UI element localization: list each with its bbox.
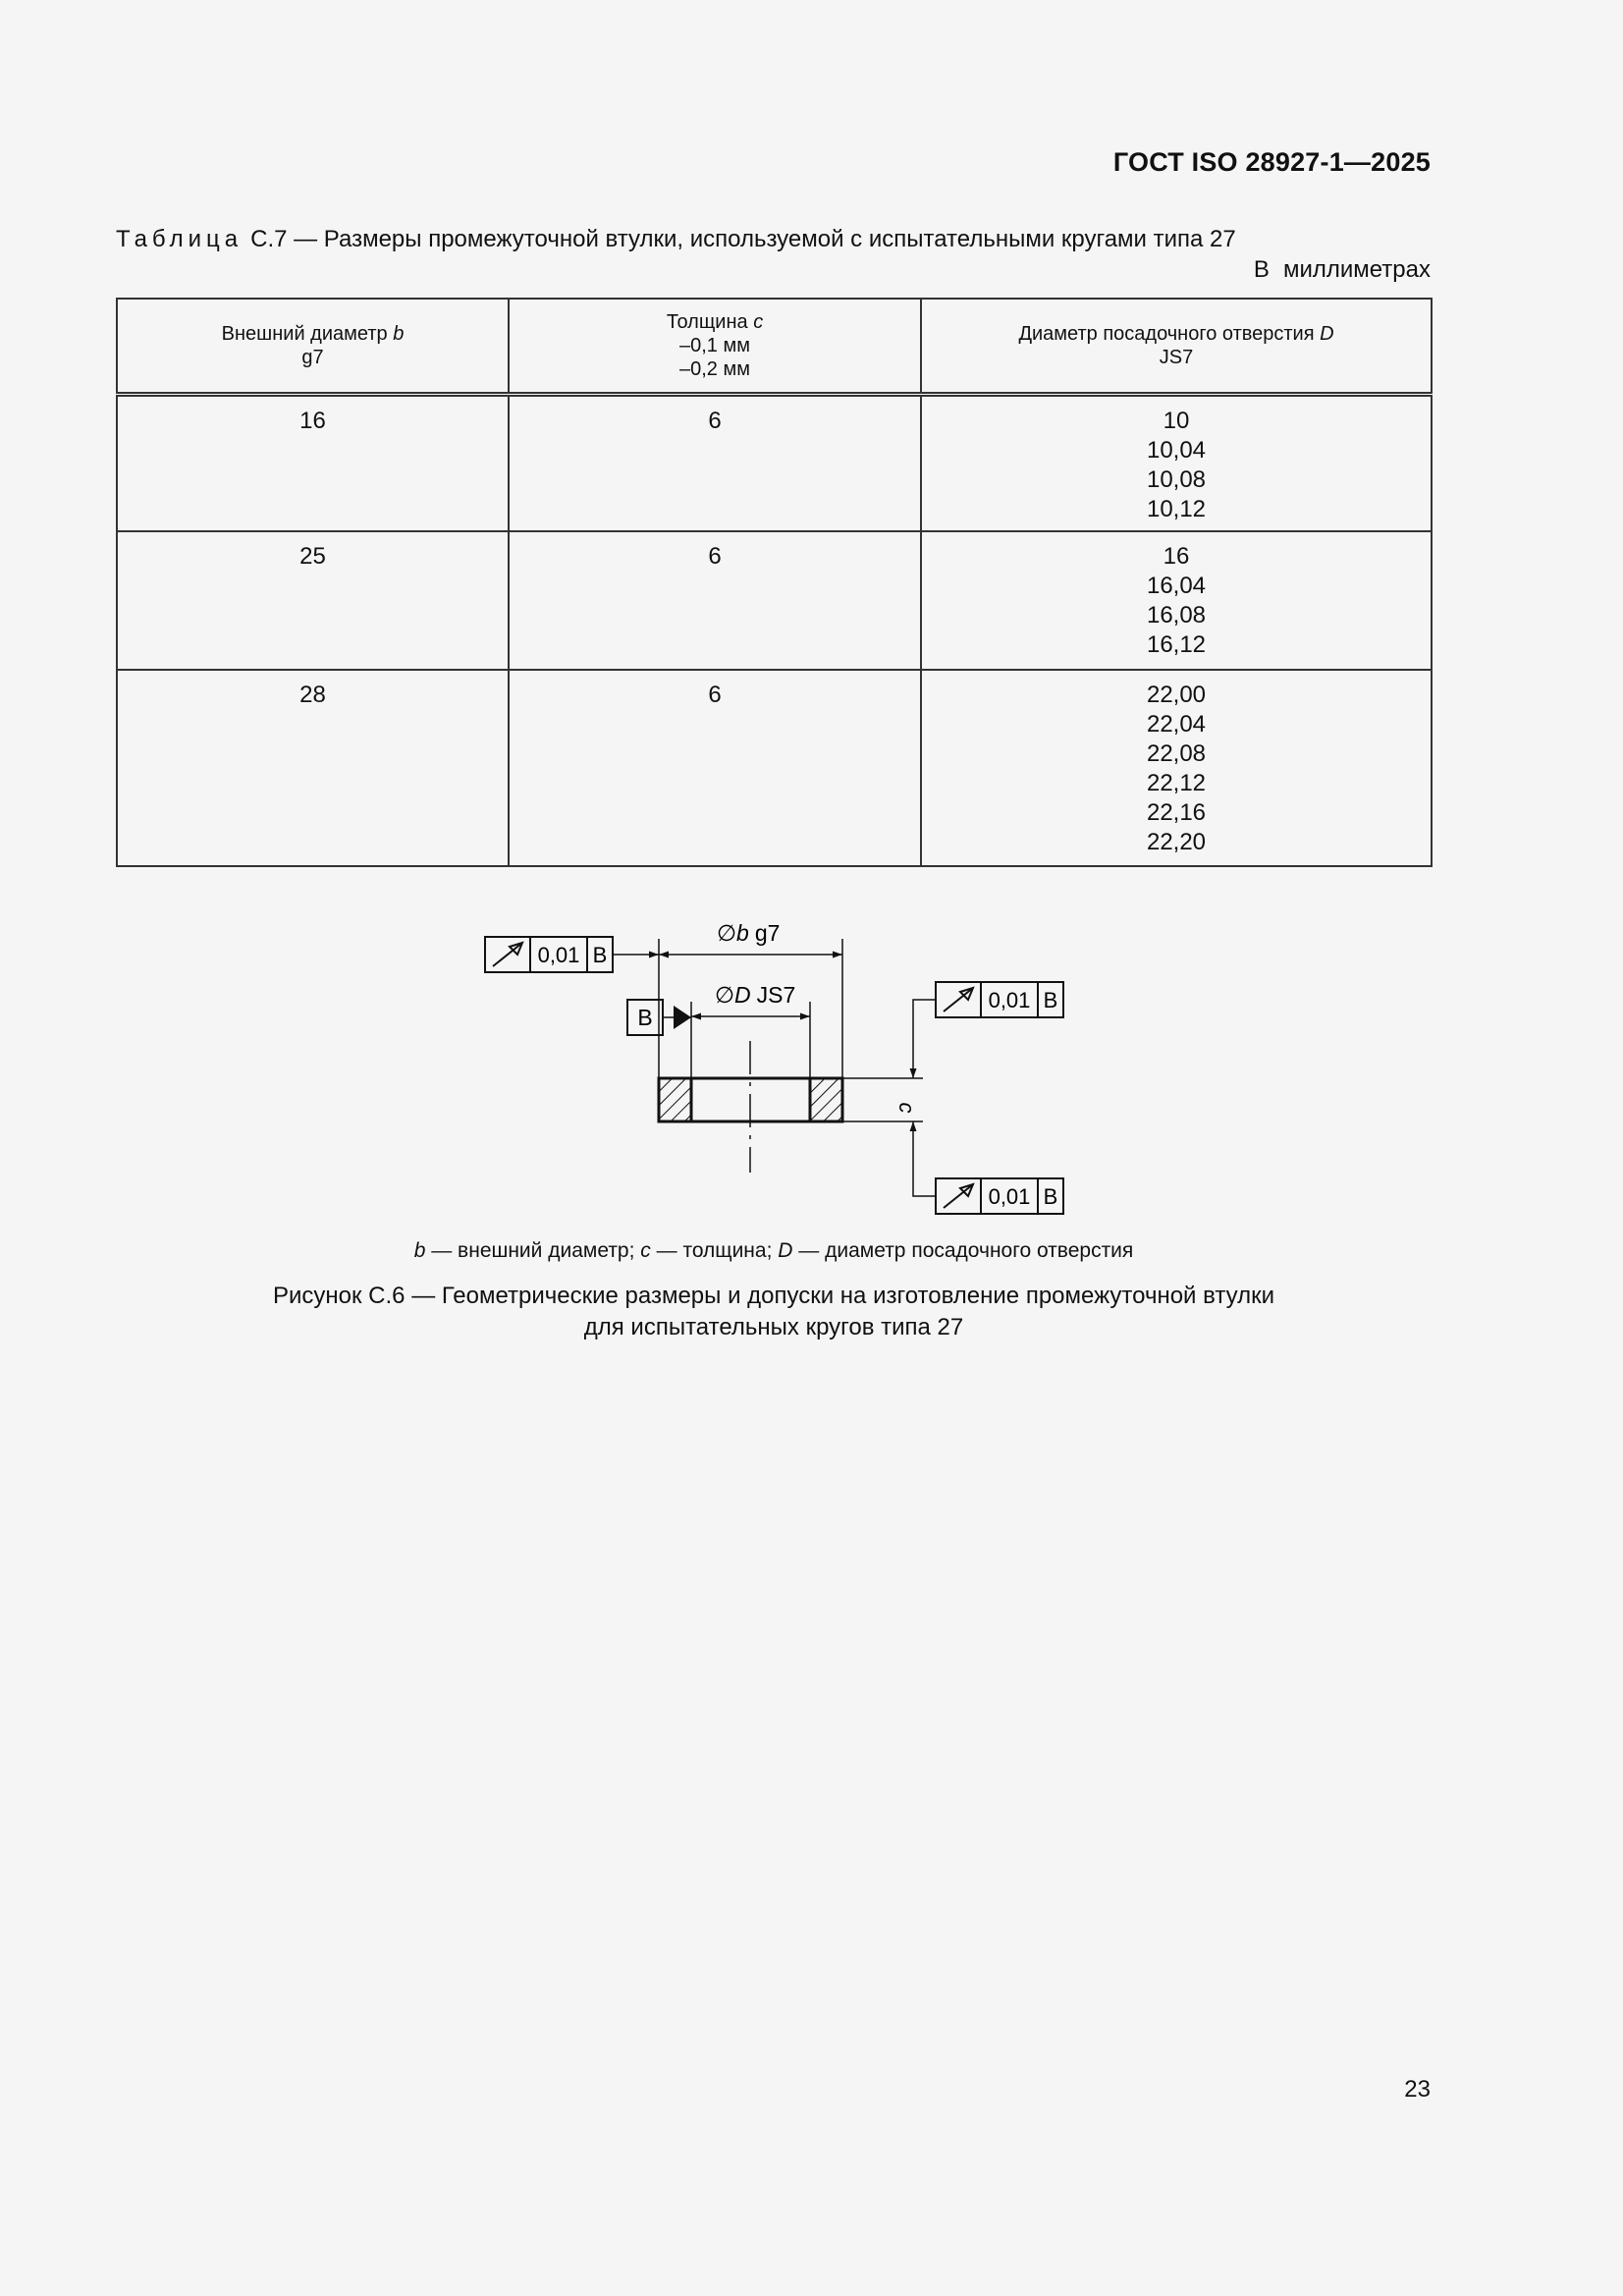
extension-lines xyxy=(659,939,923,1121)
svg-text:B: B xyxy=(1043,988,1058,1012)
dimension-label-b: ∅b g7 xyxy=(717,920,781,946)
table-label: Таблица xyxy=(116,226,243,252)
figure-legend: b — внешний диаметр; c — толщина; D — диаметр посадочного отверстия xyxy=(413,1239,1134,1262)
cell-thickness: 6 xyxy=(509,670,921,866)
cell-outer-diameter: 16 xyxy=(117,395,509,532)
tolerance-frame-outer xyxy=(485,937,659,972)
svg-text:B: B xyxy=(1043,1184,1058,1209)
cell-thickness: 6 xyxy=(509,395,921,532)
figure-title: Рисунок С.6 — Геометрические размеры и допуски на изготовление промежуточной втулки для испытательных кругов типа 27 xyxy=(273,1283,1274,1340)
hatched-wall-right xyxy=(810,1078,842,1121)
units-text: миллиметрах xyxy=(1282,256,1431,283)
table-caption-text: С.7 — Размеры промежуточной втулки, используемой с испытательными кругами типа 27 xyxy=(250,226,1236,252)
cell-outer-diameter: 25 xyxy=(117,531,509,670)
page-number: 23 xyxy=(1404,2076,1431,2103)
svg-text:0,01: 0,01 xyxy=(988,988,1031,1012)
document-code: ГОСТ ISO 28927-1—2025 xyxy=(1112,147,1431,177)
thickness-label: c xyxy=(894,1102,919,1114)
units-prefix: В xyxy=(1253,256,1270,283)
header-bore-diameter: Диаметр посадочного отверстия D JS7 xyxy=(921,299,1432,395)
header-thickness: Толщина c –0,1 мм –0,2 мм xyxy=(509,299,921,395)
header-outer-diameter: Внешний диаметр b g7 xyxy=(117,299,509,395)
svg-text:0,01: 0,01 xyxy=(537,943,580,967)
tolerance-frame-top-face xyxy=(913,982,1063,1041)
cell-bore-diameter: 22,00 22,04 22,08 22,12 22,16 22,20 xyxy=(921,670,1432,866)
svg-text:B: B xyxy=(637,1005,653,1030)
cell-thickness: 6 xyxy=(509,531,921,670)
svg-text:0,01: 0,01 xyxy=(988,1184,1031,1209)
dimension-label-d: ∅D JS7 xyxy=(715,982,796,1008)
svg-text:B: B xyxy=(592,943,608,967)
cell-outer-diameter: 28 xyxy=(117,670,509,866)
tolerance-frame-bottom-face xyxy=(913,1159,1063,1214)
hatched-wall-left xyxy=(659,1078,691,1121)
cell-bore-diameter: 16 16,04 16,08 16,12 xyxy=(921,531,1432,670)
cell-bore-diameter: 10 10,04 10,08 10,12 xyxy=(921,395,1432,532)
